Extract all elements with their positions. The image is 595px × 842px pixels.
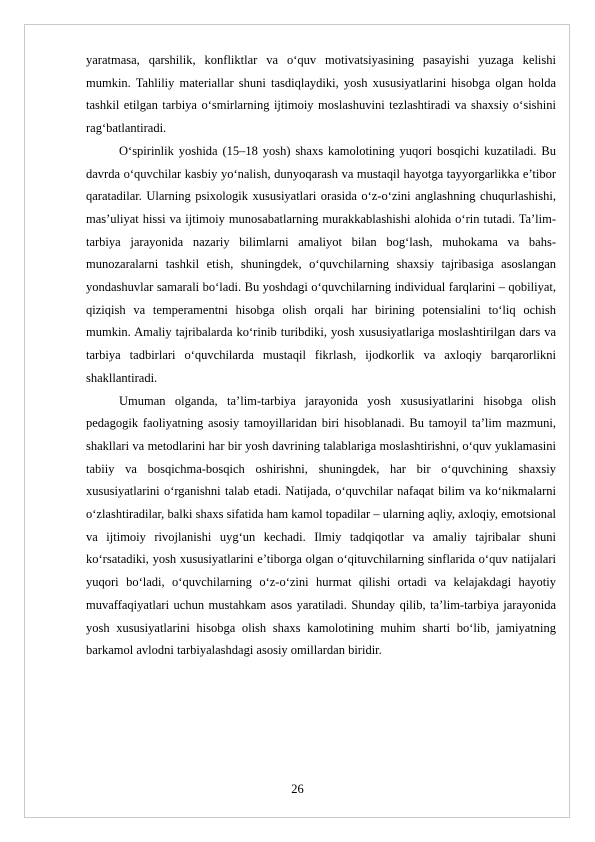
paragraph-conclusion: Umuman olganda, ta’lim-tarbiya jarayonida yosh xususiyatlarini hisobga olish pedagogik faoliyatning asosiy tamoyillaridan biri hisoblanadi. Bu tamoyil ta’lim mazmuni, shakllari va metodlarini har bir yosh davrining talablariga moslashtirishni, o‘quv yuklamasini tabiiy va bosqichma-bosqich oshirishni, shuningdek, har bir o‘quvchining shaxsiy xususiyatlarini o‘rganishni talab etadi. Natijada, o‘quvchilar nafaqat bilim va ko‘nikmalarni o‘zlashtiradilar, balki shaxs sifatida ham kamol topadilar – ularning aqliy, axloqiy, emotsional va ijtimoiy rivojlanishi uyg‘un kechadi. Ilmiy tadqiqotlar va amaliy tajribalar shuni ko‘rsatadiki, yosh xususiyatlarini e’tiborga olgan o‘qituvchilarning sinflarida o‘quv natijalari yuqori bo‘ladi, o‘quvchilarning o‘z-o‘zini hurmat qilishi ortadi va kelajakdagi hayotiy muvaffaqiyatlari uchun mustahkam asos yaratiladi. Shunday qilib, ta’lim-tarbiya jarayonida yosh xususiyatlarini hisobga olish shaxs kamolotining muhim sharti bo‘lib, jamiyatning barkamol avlodni tarbiyalashdagi asosiy omillardan biridir.: [86, 393, 556, 658]
page-number: 26: [291, 782, 304, 796]
paragraph-continuation: yaratmasa, qarshilik, konfliktlar va o‘quv motivatsiyasining pasayishi yuzaga kelishi mumkin. Tahliliy materiallar shuni tasdiqlaydiki, yosh xususiyatlarini hisobga olgan holda tashkil etilgan tarbiya o‘smirlarning ijtimoiy moslashuvini tezlashtiradi va shaxsiy o‘sishini rag‘batlantiradi.: [86, 53, 556, 136]
paragraph-adolescence: O‘spirinlik yoshida (15–18 yosh) shaxs kamolotining yuqori bosqichi kuzatiladi. Bu davrda o‘quvchilar kasbiy yo‘nalish, dunyoqarash va mustaqil hayotga tayyorgarlikka e’tibor qaratadilar. Ularning psixologik xususiyatlari orasida o‘z-o‘zini anglashning chuqurlashishi, mas’uliyat hissi va ijtimoiy munosabatlarning murakkablashishi alohida o‘rin tutadi. Ta’lim-tarbiya jarayonida nazariy bilimlarni amaliyot bilan bog‘lash, muhokama va bahs-munozaralarni tashkil etish, shuningdek, o‘quvchilarning shaxsiy tajribasiga asoslangan yondashuvlar samarali bo‘ladi. Bu yoshdagi o‘quvchilarning individual farqlarini – qobiliyat, qiziqish va temperamentni hisobga olish orqali har birining potensialini to‘liq ochish mumkin. Amaliy tajribalarda ko‘rinib turibdiki, yosh xususiyatlariga moslashtirilgan dars va tarbiya tadbirlari o‘quvchilarda mustaqil fikrlash, ijodkorlik va axloqiy barqarorlikni shakllantiradi.: [86, 143, 556, 385]
document-body: [86, 49, 556, 662]
